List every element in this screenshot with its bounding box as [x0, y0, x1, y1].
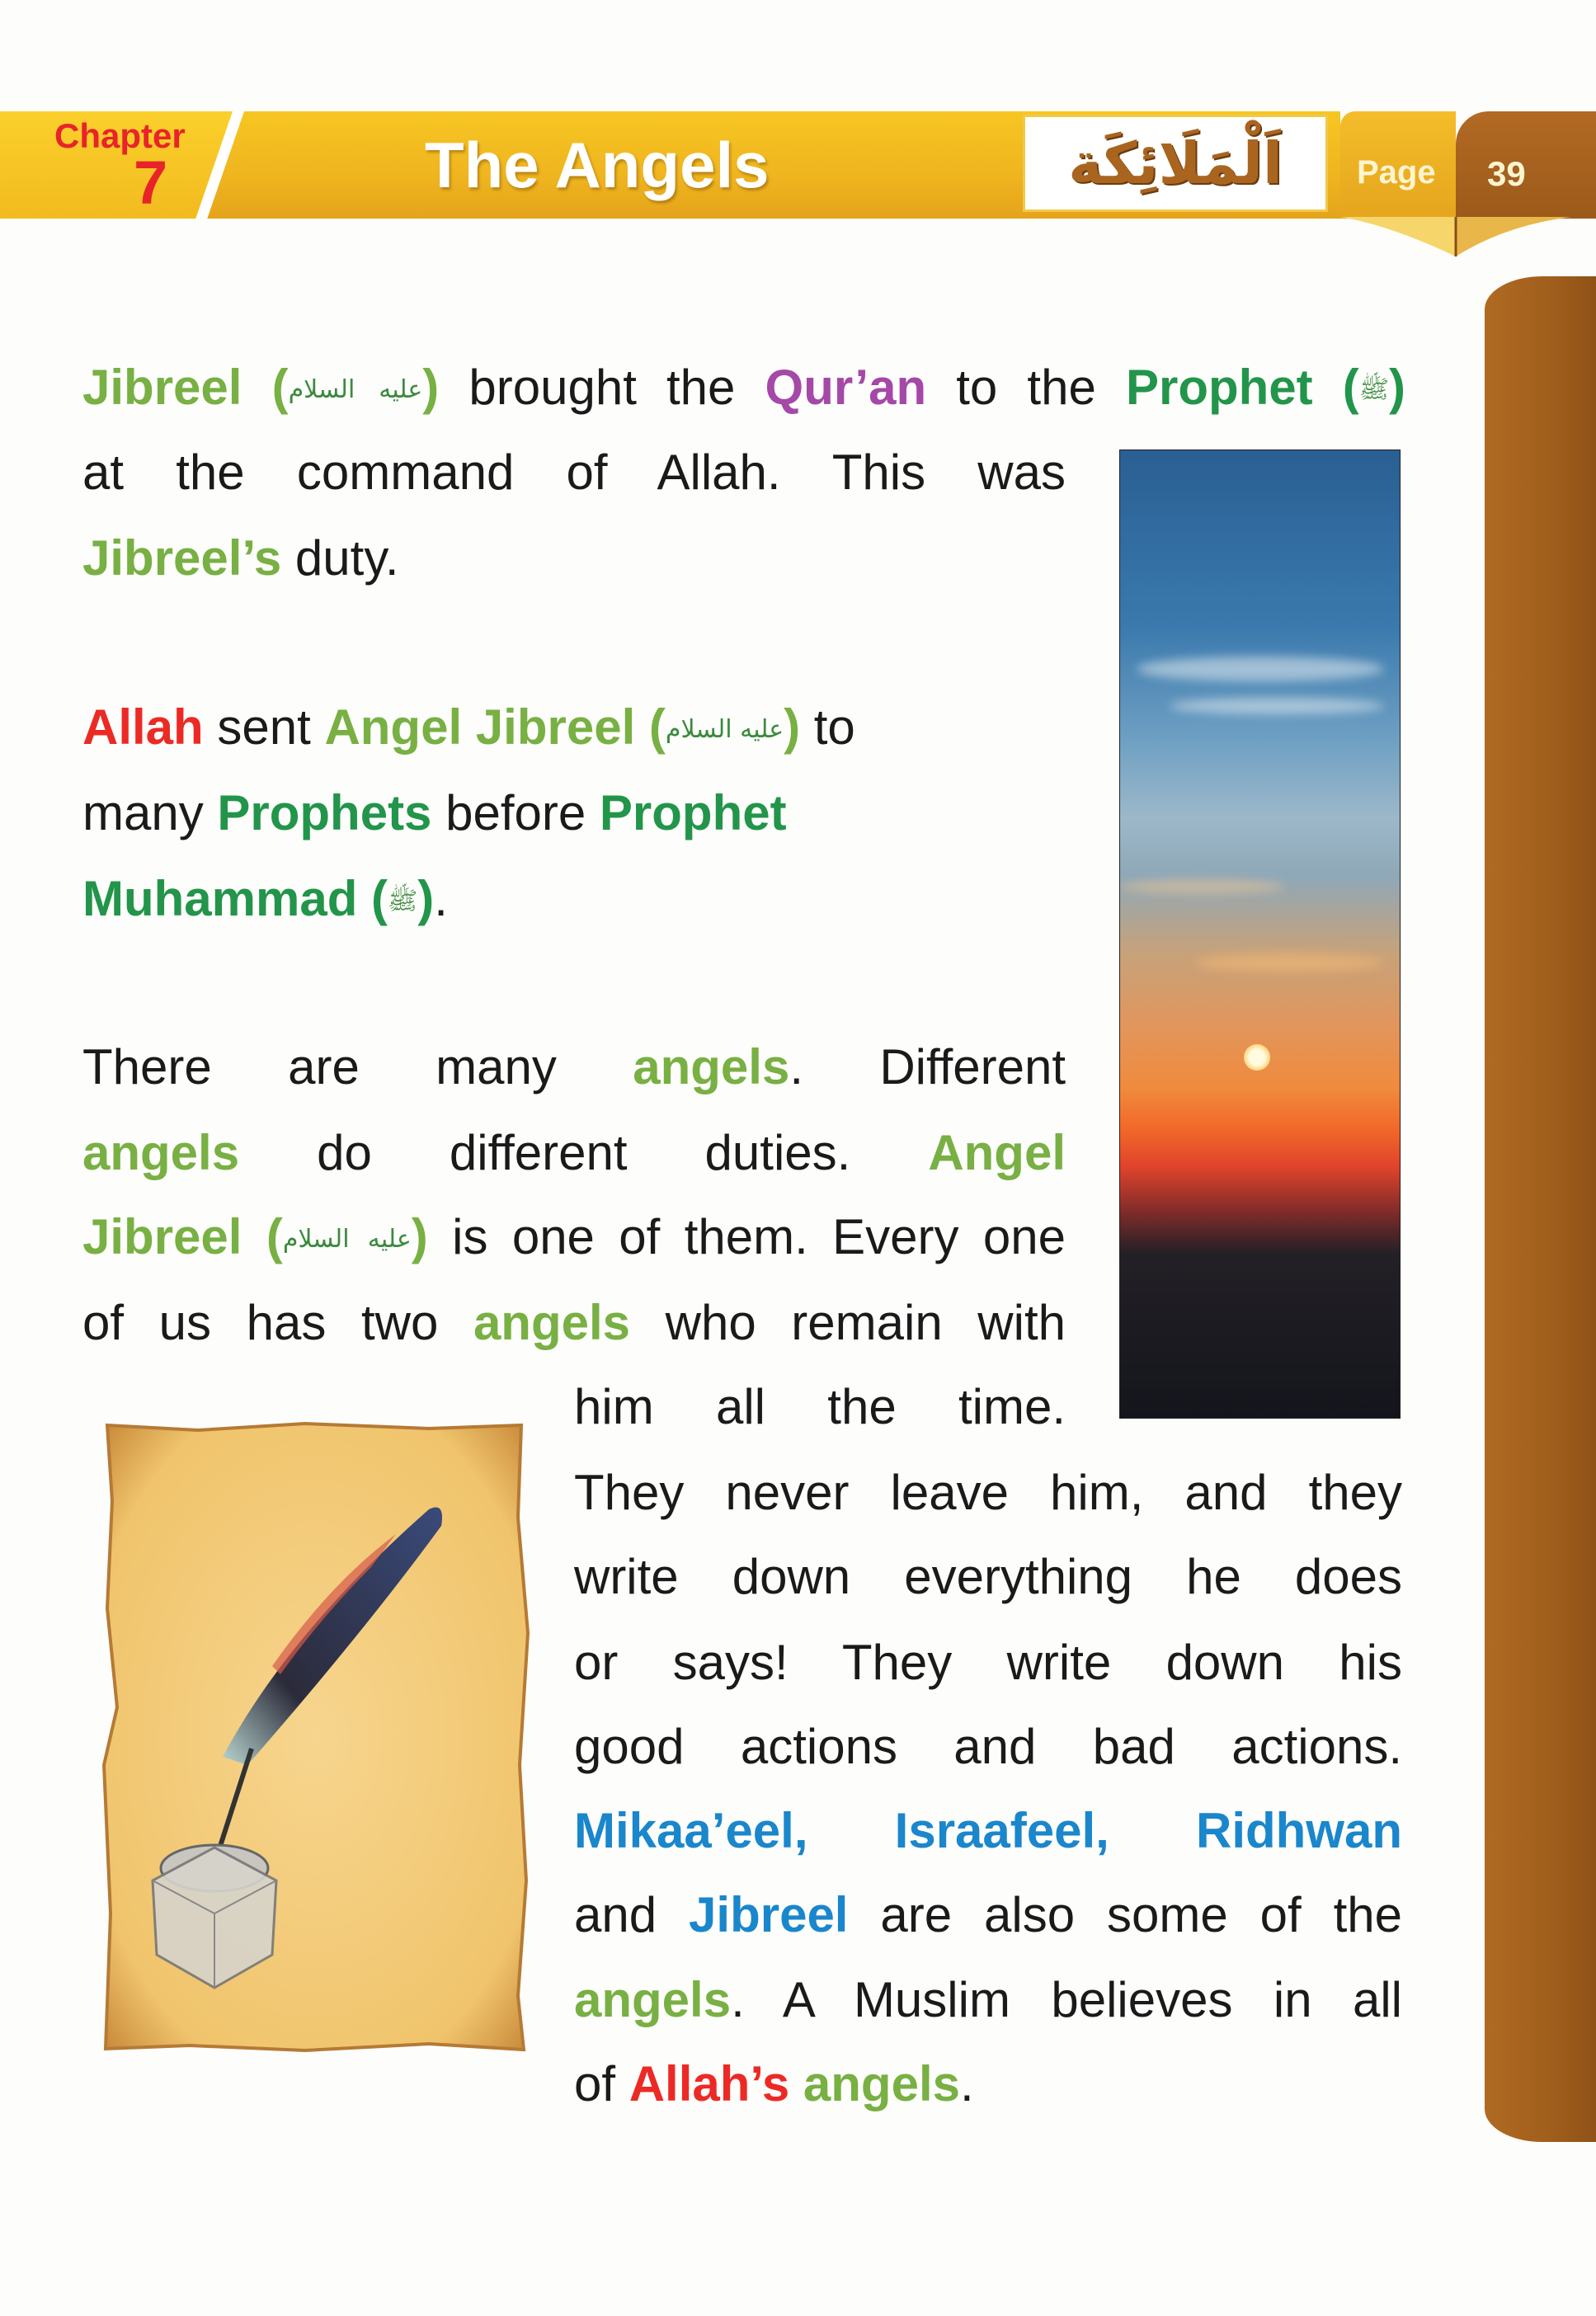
text-line	[82, 699, 1066, 755]
text-line	[82, 1125, 1066, 1180]
text-segment: angels	[574, 1972, 732, 2027]
text-segment: Qur’an	[765, 360, 927, 415]
text-segment: Jibreel’s	[82, 530, 282, 586]
text-segment: brought the	[439, 360, 765, 415]
text-segment: or says! They write down his	[574, 1635, 1402, 1690]
sunset-image	[1119, 450, 1401, 1419]
text-segment: do different duties.	[239, 1125, 929, 1180]
text-line	[82, 530, 1066, 586]
text-segment: of	[574, 2056, 629, 2111]
honorific-calligraphy: عليه السلام	[665, 715, 784, 744]
text-segment: of us has two	[82, 1295, 473, 1350]
text-segment: who remain with	[630, 1295, 1066, 1350]
page-number: 39	[1487, 154, 1526, 193]
text-line	[82, 1295, 1066, 1350]
text-segment: .	[434, 871, 448, 926]
text-line	[574, 1972, 1402, 2027]
text-line	[82, 360, 1405, 415]
text-segment: duty.	[281, 530, 399, 586]
text-line	[574, 2056, 1402, 2111]
text-line	[82, 1039, 1066, 1094]
arabic-title: اَلْمَلَائِكَة	[1068, 129, 1283, 197]
text-segment: before	[431, 785, 600, 840]
text-segment: There are many	[82, 1039, 633, 1094]
text-segment: write down everything he does	[574, 1549, 1402, 1604]
text-line	[82, 871, 1066, 926]
honorific-calligraphy: ﷺ	[1358, 375, 1389, 404]
text-segment: Prophet	[599, 785, 787, 840]
text-segment: at the command of Allah. This was	[82, 445, 1066, 500]
text-segment: Allah’s	[629, 2056, 790, 2111]
text-segment: )	[411, 1209, 428, 1264]
text-segment: him all the time.	[574, 1379, 1066, 1434]
page-tab-right	[1456, 111, 1596, 219]
text-segment: and	[574, 1887, 690, 1942]
page-number-tab	[1340, 111, 1596, 256]
sun	[1244, 1044, 1270, 1071]
page-title: The Angels	[425, 129, 770, 201]
text-segment: angels	[473, 1295, 631, 1350]
chapter-label: Chapter	[54, 116, 186, 155]
honorific-calligraphy: عليه السلام	[282, 1225, 412, 1254]
text-segment: Jibreel (	[82, 1209, 283, 1264]
text-segment: .	[959, 2056, 974, 2111]
text-segment	[789, 2056, 803, 2111]
text-segment: Angel Jibreel (	[324, 699, 666, 755]
text-line	[82, 1209, 1066, 1264]
text-segment: are also some of the	[848, 1887, 1402, 1942]
text-segment: Jibreel (	[82, 360, 289, 415]
text-segment: Prophet (	[1125, 360, 1359, 415]
text-segment: They never leave him, and they	[574, 1465, 1402, 1520]
chapter-header-bar	[0, 111, 1340, 219]
text-segment: Angel	[928, 1125, 1066, 1180]
text-segment: . Different	[789, 1039, 1066, 1094]
text-segment: sent	[203, 699, 325, 755]
arabic-title-box	[1023, 115, 1328, 212]
text-line	[574, 1635, 1402, 1690]
text-segment: )	[1389, 360, 1405, 415]
chapter-number: 7	[134, 148, 168, 217]
text-segment: Muhammad (	[82, 871, 388, 926]
text-line	[574, 1803, 1402, 1858]
text-line	[574, 1549, 1402, 1604]
text-line	[82, 445, 1066, 500]
text-segment: angels	[803, 2056, 960, 2111]
text-segment: to	[800, 699, 855, 755]
text-segment: many	[82, 785, 218, 840]
quill-and-inkwell-image	[99, 1419, 532, 2054]
honorific-calligraphy: ﷺ	[388, 887, 418, 916]
text-segment: is one of them. Every one	[427, 1209, 1066, 1264]
honorific-calligraphy: عليه السلام	[288, 375, 423, 404]
text-segment: Mikaa’eel, Israafeel, Ridhwan	[574, 1803, 1402, 1858]
text-line	[574, 1465, 1402, 1520]
page-label: Page	[1357, 154, 1436, 191]
text-line	[574, 1719, 1402, 1774]
text-segment: Prophets	[217, 785, 432, 840]
text-line	[82, 785, 1066, 840]
text-segment: to the	[926, 360, 1126, 415]
text-segment: Allah	[82, 699, 204, 755]
text-segment: angels	[633, 1039, 790, 1094]
book-spine-band	[1485, 276, 1596, 2142]
text-segment: )	[417, 871, 435, 926]
book-fold-icon	[1340, 217, 1596, 258]
text-segment: )	[422, 360, 440, 415]
text-segment: angels	[82, 1125, 240, 1180]
text-line	[574, 1379, 1066, 1434]
text-line	[574, 1887, 1402, 1942]
text-segment: )	[784, 699, 801, 755]
text-segment: good actions and bad actions.	[574, 1719, 1402, 1774]
text-segment: . A Muslim believes in all	[731, 1972, 1402, 2027]
text-segment: Jibreel	[689, 1887, 849, 1942]
